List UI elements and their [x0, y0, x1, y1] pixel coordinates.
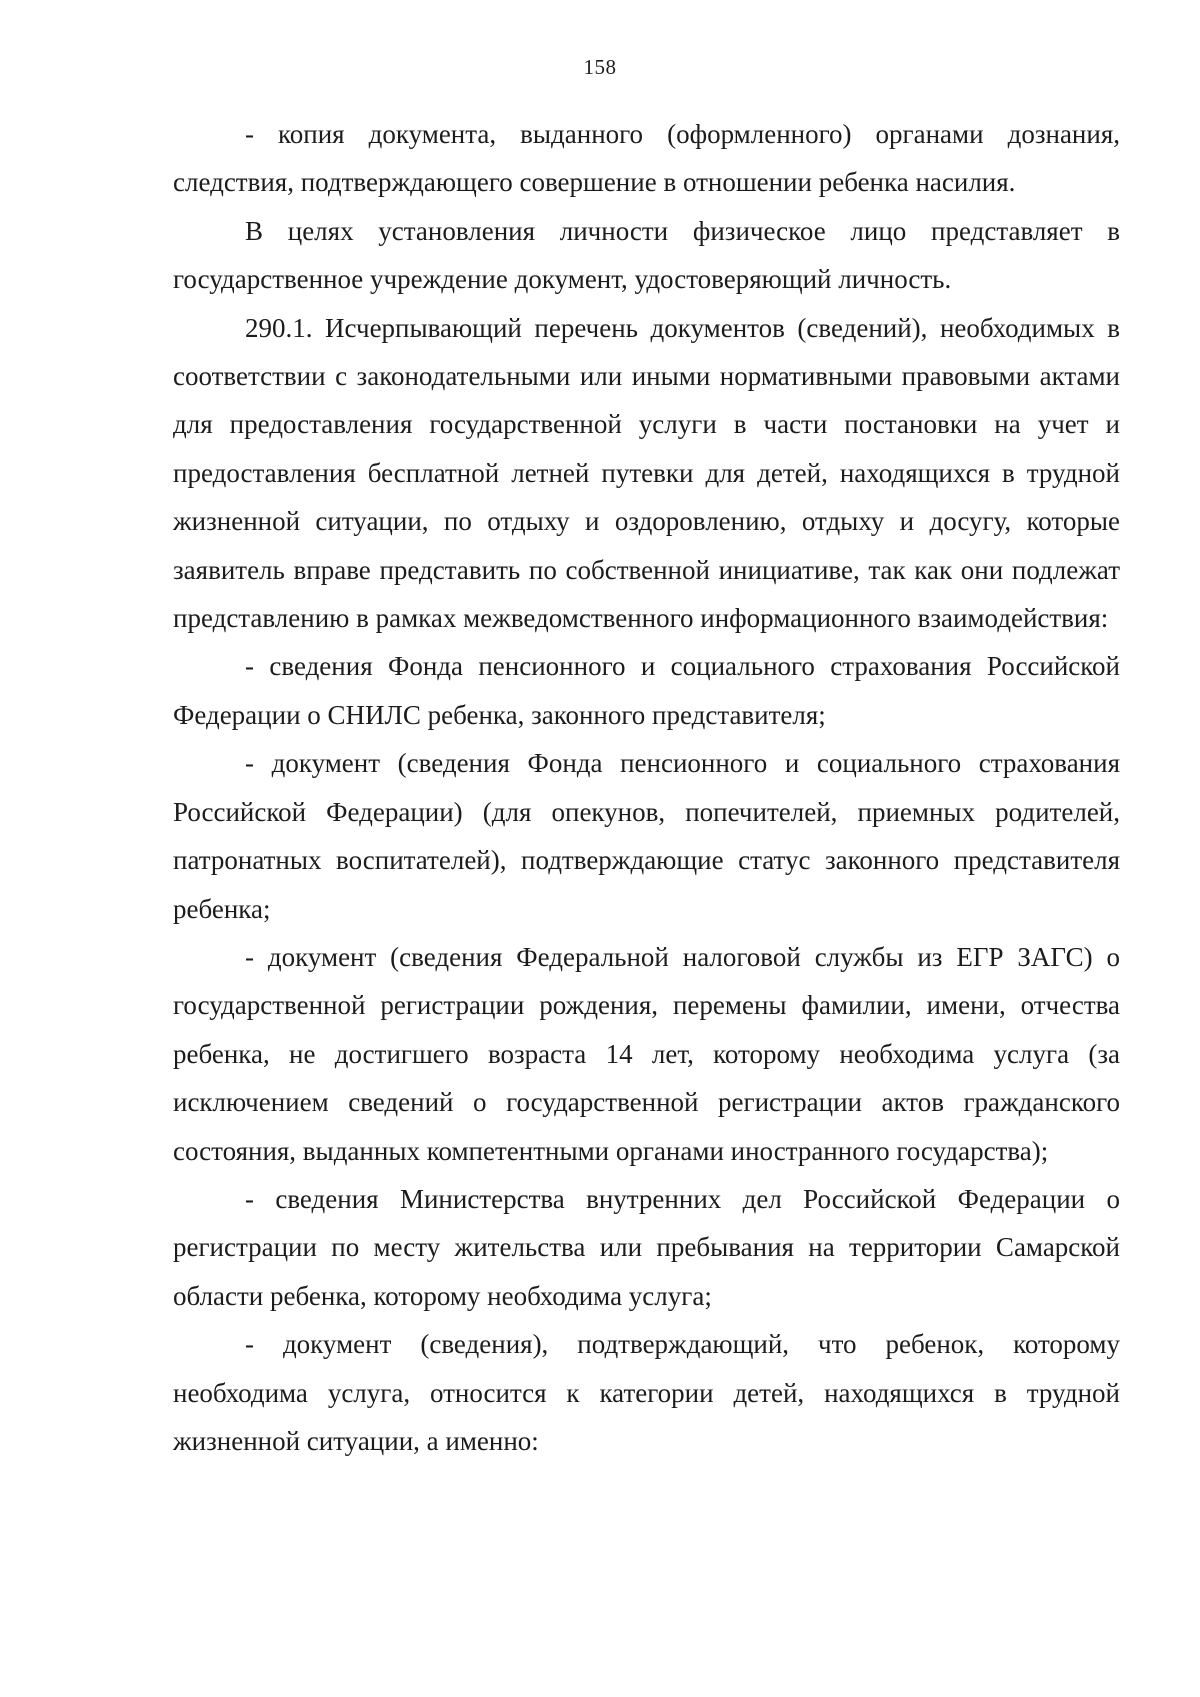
paragraph-290-1-exhaustive-list: 290.1. Исчерпывающий перечень документов (сведений), необходимых в соответствии с законодательными или иными нормативными правовыми актами для предоставления государственной услуги в части постановки на учет и предоставления бесплатной летней путевки для детей, находящихся в трудной жизненной ситуации, по отдыху и оздоровлению, отдыху и досугу, которые заявитель вправе представить по собственной инициативе, так как они подлежат представлению в рамках межведомственного информационного взаимодействия: [173, 312, 1120, 634]
paragraph-identity-verification: В целях установления личности физическое лицо представляет в государственное учреждение документ, удостоверяющий личность. [173, 215, 1120, 295]
document-body [173, 110, 1120, 1465]
paragraph-difficult-situation-category: - документ (сведения), подтверждающий, что ребенок, которому необходима услуга, относится к категории детей, находящихся в трудной жизненной ситуации, а именно: [173, 1329, 1120, 1456]
page-number: 158 [583, 55, 617, 79]
paragraph-copy-of-document: - копия документа, выданного (оформленного) органами дознания, следствия, подтверждающего совершение в отношении ребенка насилия. [173, 119, 1120, 198]
paragraph-snils-info: - сведения Фонда пенсионного и социального страхования Российской Федерации о СНИЛС ребенка, законного представителя; [173, 651, 1120, 730]
paragraph-legal-representative-status: - документ (сведения Фонда пенсионного и социального страхования Российской Федерации) (для опекунов, попечителей, приемных родителей, патронатных воспитателей), подтверждающие статус законного представителя ребенка; [173, 748, 1120, 924]
paragraph-residence-registration: - сведения Министерства внутренних дел Российской Федерации о регистрации по месту жительства или пребывания на территории Самарской области ребенка, которому необходима услуга; [173, 1183, 1120, 1311]
paragraph-civil-registration: - документ (сведения Федеральной налоговой службы из ЕГР ЗАГС) о государственной регистрации рождения, перемены фамилии, имени, отчества ребенка, не достигшего возраста 14 лет, которому необходима услуга (за исключением сведений о государственной регистрации актов гражданского состояния, выданных компетентными органами иностранного государства); [173, 941, 1120, 1166]
